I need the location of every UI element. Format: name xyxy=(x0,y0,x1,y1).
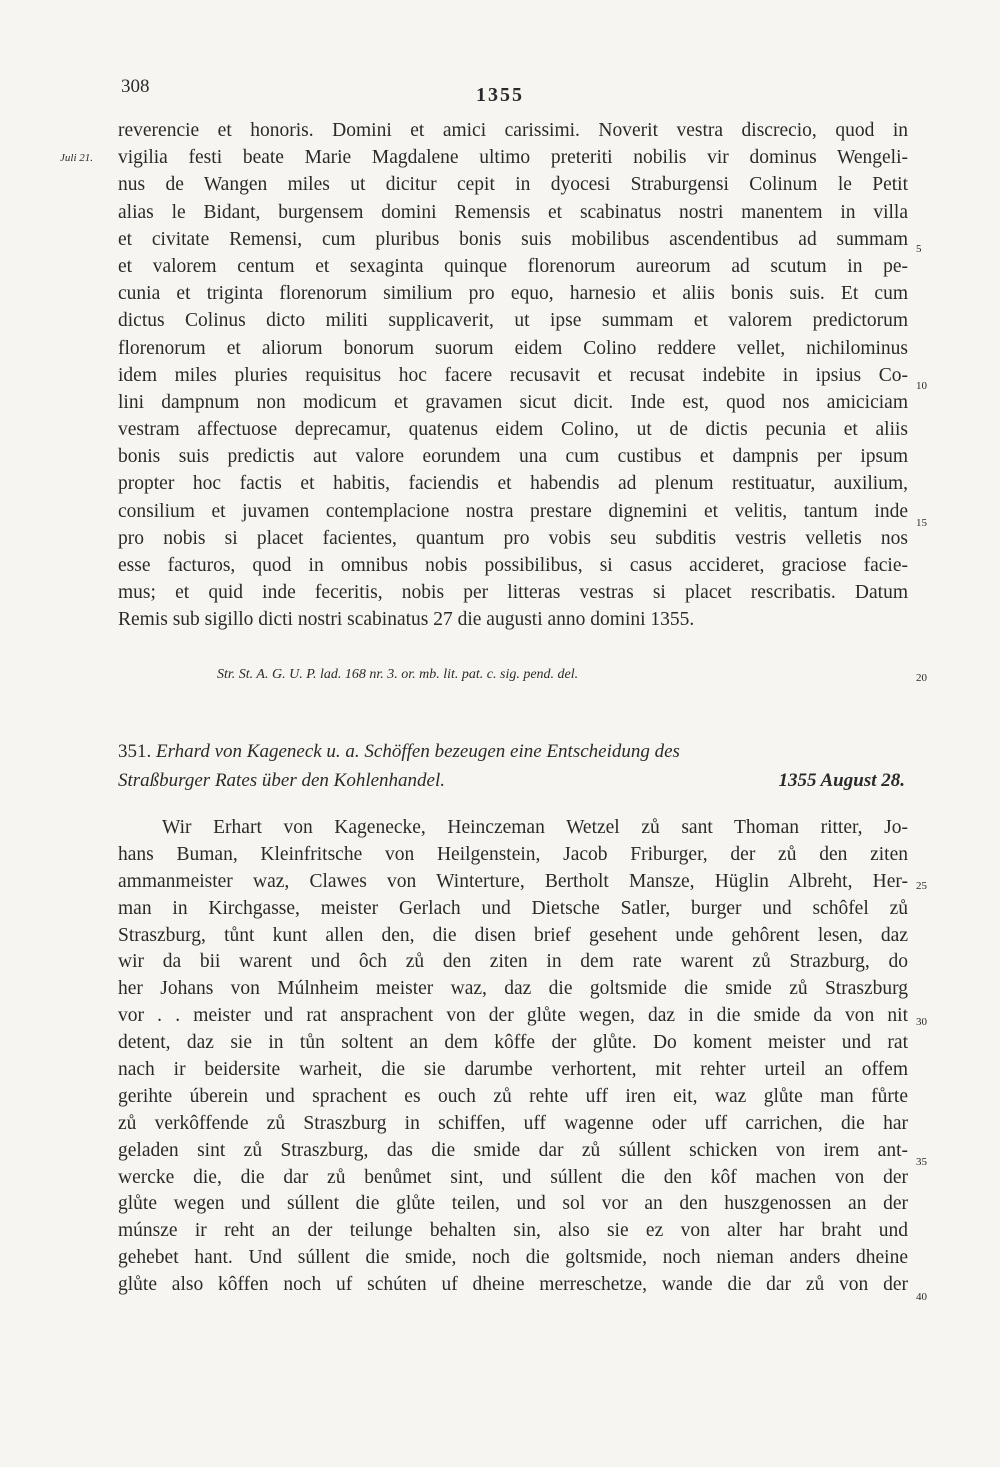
text-line: et valorem centum et sexaginta quinque florenorum aureorum ad scutum in pe- xyxy=(118,255,908,277)
text-line: hans Buman, Kleinfritsche von Heilgenstein, Jacob Friburger, der zů den ziten xyxy=(118,843,908,865)
text-line: ammanmeister waz, Clawes von Winterture, Bertholt Mansze, Hüglin Albreht, Her- xyxy=(118,870,908,892)
text-line: florenorum et aliorum bonorum suorum eidem Colino reddere vellet, nichilominus xyxy=(118,337,908,359)
text-line: alias le Bidant, burgensem domini Remensis et scabinatus nostri manentem in villa xyxy=(118,201,908,223)
first-document-text xyxy=(118,117,908,634)
text-line: pro nobis si placet facientes, quantum pro vobis seu subditis vestris velletis nos xyxy=(118,527,908,549)
text-line: glůte also kôffen noch uf schúten uf dheine merreschetze, wande die dar zů von der xyxy=(118,1274,908,1296)
text-line: gerihte úberein und sprachent es ouch zů rehte uff iren eit, waz glůte man fůrte xyxy=(118,1085,908,1107)
text-line: Straszburg, tůnt kunt allen den, die disen brief gesehent unde gehôrent lesen, daz xyxy=(118,924,908,946)
document-title-line: Straßburger Rates über den Kohlenhandel. xyxy=(118,770,446,791)
document-date: 1355 August 28. xyxy=(778,770,905,791)
line-number: 30 xyxy=(916,1016,927,1028)
text-line: geladen sint zů Straszburg, das die smide dar zů súllent schicken von irem ant- xyxy=(118,1139,908,1161)
text-line: her Johans von Múlnheim meister waz, daz die goltsmide die smide zů Straszburg xyxy=(118,978,908,1000)
text-line: bonis suis predictis aut valore eorundem una cum custibus et dampnis per ipsum xyxy=(118,446,908,468)
line-number: 35 xyxy=(916,1156,927,1168)
margin-date: Juli 21. xyxy=(60,152,93,164)
text-line: glůte wegen und súllent die glůte teilen, und sol vor an den huszgenossen an der xyxy=(118,1193,908,1215)
text-line: múnsze ir reht an der teilunge behalten sin, also sie ez von alter har braht und xyxy=(118,1220,908,1242)
text-line: idem miles pluries requisitus hoc facere recusavit et recusat indebite in ipsius Co- xyxy=(118,364,908,386)
line-number: 25 xyxy=(916,880,927,892)
text-line: man in Kirchgasse, meister Gerlach und Dietsche Satler, burger und schôfel zů xyxy=(118,897,908,919)
text-line: Remis sub sigillo dicti nostri scabinatus 27 die augusti anno domini 1355. xyxy=(118,609,695,631)
text-line: vigilia festi beate Marie Magdalene ultimo preteriti nobilis vir dominus Wengeli- xyxy=(118,147,908,169)
document-heading xyxy=(118,737,905,795)
running-head-year: 1355 xyxy=(476,84,524,106)
page-number: 308 xyxy=(121,76,150,97)
text-line: propter hoc factis et habitis, faciendis et habendis ad plenum restituatur, auxilium, xyxy=(118,473,908,495)
line-number: 10 xyxy=(916,380,927,392)
text-line: gehebet hant. Und súllent die smide, noch die goltsmide, noch nieman anders dheine xyxy=(118,1247,908,1269)
text-line: nach ir beidersite warheit, die sie darumbe verhortent, mit rehter urteil an offem xyxy=(118,1059,908,1081)
text-line: wercke die, die dar zů benůmet sint, und súllent die den kôf machen von der xyxy=(118,1166,908,1188)
text-line: cunia et triginta florenorum similium pro equo, harnesio et aliis bonis suis. Et cum xyxy=(118,283,908,305)
text-line: vestram affectuose deprecamur, quatenus eidem Colino, ut de dictis pecunia et aliis xyxy=(118,419,908,441)
text-line: esse facturos, quod in omnibus nobis possibilibus, si casus accideret, graciose facie- xyxy=(118,555,908,576)
text-line: detent, daz sie in tůn soltent an dem kôffe der glůte. Do koment meister und rat xyxy=(118,1032,908,1054)
source-note: Str. St. A. G. U. P. lad. 168 nr. 3. or. mb. lit. pat. c. sig. pend. del. xyxy=(217,667,579,682)
text-line: vor . . meister und rat ansprachent von der glůte wegen, daz in die smide da von nit xyxy=(118,1005,908,1027)
text-line: lini dampnum non modicum et gravamen sicut dicit. Inde est, quod nos amiciciam xyxy=(118,391,908,413)
line-number: 20 xyxy=(916,672,927,684)
document-title-line: Erhard von Kageneck u. a. Schöffen bezeugen eine Entscheidung des xyxy=(156,741,680,762)
text-line: reverencie et honoris. Domini et amici carissimi. Noverit vestra discrecio, quod in xyxy=(118,120,908,141)
line-number: 5 xyxy=(916,243,922,255)
second-document-text xyxy=(118,815,908,1299)
line-number: 15 xyxy=(916,517,927,529)
text-line: consilium et juvamen contemplacione nostra prestare dignemini et velitis, tantum inde xyxy=(118,500,908,522)
line-number: 40 xyxy=(916,1291,927,1303)
text-line: zů verkôffende zů Straszburg in schiffen, uff wagenne oder uff carrichen, die har xyxy=(118,1112,908,1134)
text-line: Wir Erhart von Kagenecke, Heinczeman Wetzel zů sant Thoman ritter, Jo- xyxy=(162,817,908,838)
text-line: et civitate Remensi, cum pluribus bonis suis mobilibus ascendentibus ad summam xyxy=(118,228,908,250)
document-number: 351. xyxy=(118,741,152,762)
text-line: mus; et quid inde feceritis, nobis per litteras vestras si placet rescribatis. Datum xyxy=(118,582,908,604)
text-line: dictus Colinus dicto militi supplicaverit, ut ipse summam et valorem predictorum xyxy=(118,310,908,332)
text-line: nus de Wangen miles ut dicitur cepit in dyocesi Straburgensi Colinum le Petit xyxy=(118,174,908,196)
text-line: wir da bii warent und ôch zů den ziten in dem rate warent zů Strazburg, do xyxy=(118,951,908,973)
